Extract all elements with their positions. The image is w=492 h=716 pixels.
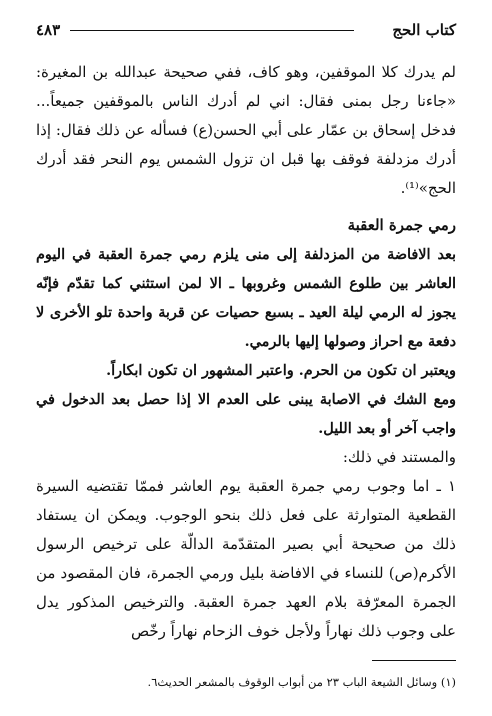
paragraph-opening: لم يدرك كلا الموقفين، وهو كاف، ففي صحيحة عبدالله بن المغيرة: «جاءنا رجل بمنى فقال: اني لم أدرك الناس بالموقفين جميعاً... فدخل إسحاق بن عمّار على أبي الحسن(ع) فسأله عن ذلك فقال: إذا أدرك مزدلفة فوقف بها قبل ان تزول الشمس يوم النحر فقد أدرك الحج»⁽¹⁾. [36,63,456,197]
page-body [36,58,456,646]
header-rule [70,30,354,31]
footnote-rule [372,660,456,661]
page-header [36,20,456,44]
evidence-intro: والمستند في ذلك: [342,448,456,466]
footnote: (١) وسائل الشيعة الباب ٢٣ من أبواب الوقوف بالمشعر الحديث٦. [147,675,456,689]
section-spacer [36,203,456,211]
ruling-paragraph-2: ويعتبر ان تكون من الحرم. واعتبر المشهور ان تكون ابكاراً. [106,362,456,379]
book-title: كتاب الحج [392,21,456,39]
evidence-paragraph-1: ١ ـ اما وجوب رمي جمرة العقبة يوم العاشر فممّا تقتضيه السيرة القطعية المتوارثة على فعل ذلك بنحو الوجوب. ويمكن ان يستفاد ذلك من صحيحة أبي بصير المتقدّمة الدالّة على ترخيص الرسول الأكرم(ص) للنساء في الافاضة بليل ورمي الجمرة، فان المقصود من الجمرة المعرّفة بلام العهد جمرة العقبة. والترخيص المذكور يدل على وجوب ذلك نهاراً ولأجل خوف الزحام نهاراً رخّص [36,477,456,640]
book-page [36,14,456,704]
ruling-paragraph-3: ومع الشك في الاصابة يبنى على العدم الا إذا حصل بعد الدخول في واجب آخر أو بعد الليل. [36,391,456,437]
section-heading: رمي جمرة العقبة [347,216,456,234]
ruling-paragraph-1: بعد الافاضة من المزدلفة إلى منى يلزم رمي جمرة العقبة في اليوم العاشر بين طلوع الشمس وغروبها ـ الا لمن استثني كما تقدّم فإنّه يجوز له الرمي ليلة العيد ـ بسبع حصيات عن قربة واحدة تلو الأخرى لا دفعة مع احراز وصولها إليها بالرمي. [36,246,456,350]
page-number: ٤٨٣ [36,21,61,39]
